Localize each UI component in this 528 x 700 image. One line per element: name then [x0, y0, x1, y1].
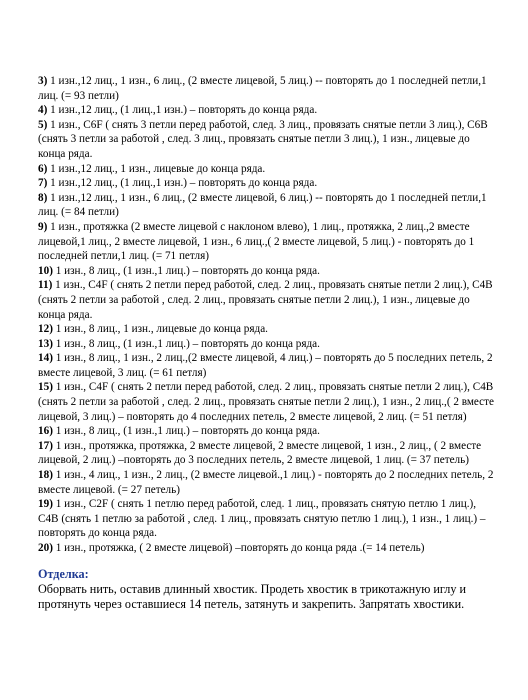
row-instructions: 1 изн.,12 лиц., 1 изн., 6 лиц., (2 вместе лицевой, 5 лиц.) -- повторять до 1 последней петли,1 лиц. (= 93 петли): [38, 75, 487, 102]
pattern-row: [38, 191, 498, 220]
pattern-row: [38, 118, 498, 162]
row-number: 15): [38, 381, 53, 394]
row-instructions: 1 изн., 4 лиц., 1 изн., 2 лиц., (2 вместе лицевой.,1 лиц.) - повторять до 2 последних петель, 2 вместе лицевой. (= 27 петель): [38, 469, 494, 496]
row-number: 9): [38, 220, 48, 233]
pattern-row: [38, 351, 498, 380]
row-instructions: 1 изн., 8 лиц., (1 изн.,1 лиц.) – повторять до конца ряда.: [52, 264, 320, 277]
row-instructions: 1 изн., 8 лиц., 1 изн., 2 лиц.,(2 вместе лицевой, 4 лиц.) – повторять до 5 последних петель, 2 вместе лицевой, 3 лиц. (= 61 петля): [38, 352, 493, 379]
row-number: 3): [38, 75, 48, 87]
row-number: 16): [38, 425, 53, 438]
row-instructions: 1 изн.,12 лиц., 1 изн., 6 лиц., (2 вместе лицевой, 6 лиц.) -- повторять до 1 последней петли,1 лиц. (= 84 петли): [38, 191, 487, 219]
pattern-row: [38, 380, 498, 424]
row-instructions: 1 изн., C2F ( снять 1 петлю перед работой, след. 1 лиц., провязать снятую петлю 1 лиц.), C4B (снять 1 петлю за работой , след. 1 лиц., провязать снятую петлю 1 лиц.), 1 изн., 1 лиц.) – повторять до конца ряда.: [38, 498, 486, 540]
row-number: 19): [38, 498, 53, 511]
row-number: 13): [38, 337, 53, 350]
row-instructions: 1 изн., 8 лиц., 1 изн., лицевые до конца ряда.: [52, 323, 268, 336]
pattern-row: [38, 497, 498, 541]
pattern-row: [38, 424, 498, 439]
row-instructions: 1 изн.,12 лиц., (1 лиц.,1 изн.) – повторять до конца ряда.: [47, 104, 318, 117]
row-number: 8): [38, 191, 48, 204]
pattern-row: [38, 337, 498, 352]
row-number: 4): [38, 104, 48, 117]
pattern-row: [38, 103, 498, 118]
finishing-text: Оборвать нить, оставив длинный хвостик. Продеть хвостик в трикотажную иглу и протянуть через оставшиеся 14 петель, затянуть и закрепить. Запрятать хвостики.: [38, 581, 467, 611]
row-number: 11): [38, 279, 53, 292]
row-number: 6): [38, 162, 48, 175]
pattern-row: [38, 322, 498, 337]
row-instructions: 1 изн., протяжка (2 вместе лицевой с наклоном влево), 1 лиц., протяжка, 2 лиц.,2 вместе лицевой,1 лиц., 2 вместе лицевой, 1 изн., 6 лиц.,( 2 вместе лицевой, 5 лиц.) - повторять до 1 последней петли,1 лиц. (= 71 петля): [38, 220, 475, 263]
pattern-row: [38, 176, 498, 191]
pattern-rows: [38, 74, 498, 556]
row-number: 12): [38, 323, 53, 336]
row-instructions: 1 изн., C6F ( снять 3 петли перед работой, след. 3 лиц., провязать снятые петли 3 лиц.), C6B (снять 3 петли за работой , след. 3 лиц., провязать снятые петли 3 лиц.), 1 изн., лицевые до конца ряда.: [38, 118, 488, 160]
row-number: 10): [38, 264, 53, 277]
row-instructions: 1 изн., C4F ( снять 2 петли перед работой, след. 2 лиц., провязать снятые петли 2 лиц.), C4B (снять 2 петли за работой , след. 2 лиц., провязать снятые петли 2 лиц.), 1 изн., лицевые до конца ряда.: [38, 279, 493, 321]
row-number: 17): [38, 439, 53, 452]
pattern-row: [38, 439, 498, 468]
row-number: 18): [38, 469, 53, 482]
row-instructions: 1 изн., 8 лиц., (1 изн.,1 лиц.) – повторять до конца ряда.: [52, 337, 320, 350]
pattern-row: [38, 74, 498, 103]
row-number: 5): [38, 118, 48, 131]
finishing-title: Отделка:: [38, 566, 89, 581]
pattern-row: [38, 278, 498, 322]
row-number: 7): [38, 177, 48, 190]
row-instructions: 1 изн., 8 лиц., (1 изн.,1 лиц.) – повторять до конца ряда.: [52, 425, 320, 438]
row-instructions: 1 изн., протяжка, ( 2 вместе лицевой) –повторять до конца ряда .(= 14 петель): [52, 542, 425, 554]
row-number: 14): [38, 352, 53, 365]
row-instructions: 1 изн., C4F ( снять 2 петли перед работой, след. 2 лиц., провязать снятые петли 2 лиц.), C4B (снять 2 петли за работой , след. 2 лиц., провязать снятые петли 2 лиц.), 1 изн., 2 лиц.,( 2 вместе лицевой, 3 лиц.) – повторять до 4 последних петель, 2 вместе лицевой, 2 лиц. (= 51 петля): [38, 381, 494, 423]
pattern-row: [38, 264, 498, 279]
pattern-row: [38, 220, 498, 264]
row-instructions: 1 изн., протяжка, протяжка, 2 вместе лицевой, 2 вместе лицевой, 1 изн., 2 лиц., ( 2 вместе лицевой, 2 лиц.) –повторять до 3 последних петель, 2 вместе лицевой, 1 лиц. (= 37 петель): [38, 439, 482, 467]
pattern-row: [38, 541, 498, 556]
row-instructions: 1 изн.,12 лиц., (1 лиц.,1 изн.) – повторять до конца ряда.: [47, 177, 318, 190]
row-number: 20): [38, 542, 53, 554]
pattern-row: [38, 468, 498, 497]
row-instructions: 1 изн.,12 лиц., 1 изн., лицевые до конца ряда.: [47, 162, 266, 175]
pattern-row: [38, 162, 498, 177]
